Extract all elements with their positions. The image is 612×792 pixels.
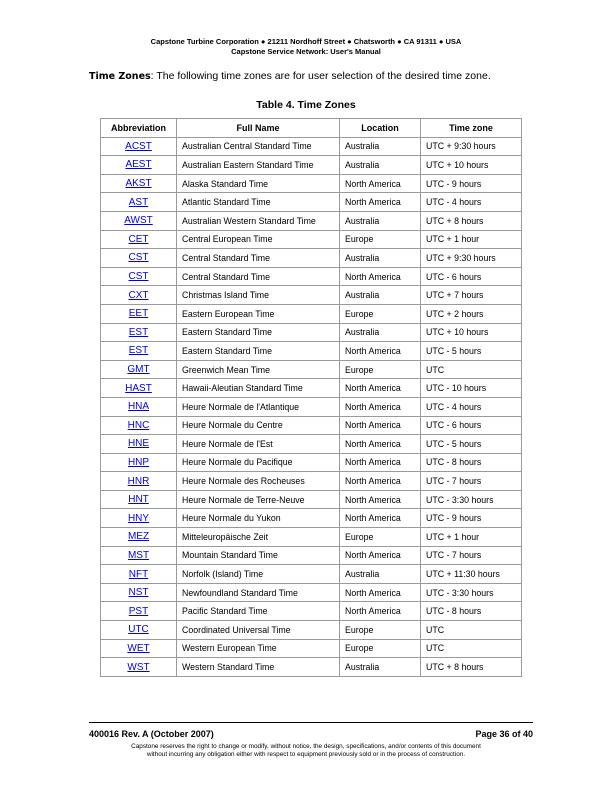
table-row <box>101 565 522 584</box>
column-header-location: Location <box>340 119 421 138</box>
cell-time-zone: UTC + 8 hours <box>421 658 522 677</box>
cell-location: North America <box>340 546 421 565</box>
cell-full-name: Heure Normale du Yukon <box>177 509 340 528</box>
cell-abbreviation <box>101 211 177 230</box>
cell-location: North America <box>340 490 421 509</box>
cell-abbreviation <box>101 472 177 491</box>
cell-time-zone: UTC - 8 hours <box>421 453 522 472</box>
footer-page-number: Page 36 of 40 <box>475 729 533 739</box>
column-header-time-zone: Time zone <box>421 119 522 138</box>
abbreviation-link[interactable]: CST <box>128 252 149 264</box>
cell-full-name: Heure Normale de l'Est <box>177 435 340 454</box>
table-row <box>101 379 522 398</box>
cell-time-zone: UTC - 9 hours <box>421 509 522 528</box>
abbreviation-link[interactable]: AEST <box>125 159 152 171</box>
cell-abbreviation <box>101 453 177 472</box>
cell-time-zone: UTC <box>421 639 522 658</box>
cell-abbreviation <box>101 528 177 547</box>
abbreviation-link[interactable]: HNP <box>127 456 150 468</box>
table-row <box>101 323 522 342</box>
cell-location: North America <box>340 397 421 416</box>
cell-location: North America <box>340 453 421 472</box>
cell-abbreviation <box>101 137 177 156</box>
cell-time-zone: UTC + 7 hours <box>421 286 522 305</box>
cell-time-zone: UTC + 1 hour <box>421 528 522 547</box>
cell-abbreviation <box>101 304 177 323</box>
cell-time-zone: UTC - 6 hours <box>421 416 522 435</box>
cell-time-zone: UTC - 7 hours <box>421 472 522 491</box>
abbreviation-link[interactable]: CST <box>128 271 149 283</box>
cell-time-zone: UTC + 8 hours <box>421 211 522 230</box>
page-header <box>0 37 612 57</box>
table-row <box>101 211 522 230</box>
table-row <box>101 416 522 435</box>
table-row <box>101 583 522 602</box>
cell-abbreviation <box>101 174 177 193</box>
cell-abbreviation <box>101 658 177 677</box>
abbreviation-link[interactable]: EET <box>128 308 149 320</box>
table-row <box>101 342 522 361</box>
abbreviation-link[interactable]: NST <box>128 587 149 599</box>
table-row <box>101 397 522 416</box>
abbreviation-link[interactable]: MST <box>127 549 150 561</box>
cell-abbreviation <box>101 230 177 249</box>
cell-location: North America <box>340 267 421 286</box>
abbreviation-link[interactable]: MEZ <box>127 531 150 543</box>
cell-abbreviation <box>101 416 177 435</box>
table-row <box>101 304 522 323</box>
table-row <box>101 435 522 454</box>
cell-abbreviation <box>101 249 177 268</box>
cell-location: Australia <box>340 565 421 584</box>
cell-time-zone: UTC - 5 hours <box>421 435 522 454</box>
table-row <box>101 267 522 286</box>
cell-location: North America <box>340 379 421 398</box>
cell-abbreviation <box>101 156 177 175</box>
abbreviation-link[interactable]: HNT <box>128 494 149 506</box>
abbreviation-link[interactable]: HNR <box>127 475 150 487</box>
table-row <box>101 602 522 621</box>
cell-time-zone: UTC - 10 hours <box>421 379 522 398</box>
cell-time-zone: UTC + 11:30 hours <box>421 565 522 584</box>
cell-full-name: Australian Central Standard Time <box>177 137 340 156</box>
abbreviation-link[interactable]: AKST <box>125 178 152 190</box>
abbreviation-link[interactable]: HAST <box>125 382 152 394</box>
cell-abbreviation <box>101 379 177 398</box>
table-header-row <box>101 119 522 138</box>
footer-disclaimer-line-2: without incurring any obligation either with respect to equipment previously sold or in the process of construction. <box>146 751 466 758</box>
table-body <box>101 137 522 676</box>
header-manual-title: Capstone Service Network: User's Manual <box>231 47 381 56</box>
cell-location: North America <box>340 193 421 212</box>
cell-full-name: Hawaii-Aleutian Standard Time <box>177 379 340 398</box>
footer-doc-id: 400016 Rev. A (October 2007) <box>89 729 214 739</box>
intro-text: : The following time zones are for user selection of the desired time zone. <box>150 70 491 82</box>
cell-full-name: Newfoundland Standard Time <box>177 583 340 602</box>
cell-time-zone: UTC <box>421 621 522 640</box>
table-row <box>101 639 522 658</box>
abbreviation-link[interactable]: CXT <box>128 289 149 301</box>
cell-abbreviation <box>101 621 177 640</box>
cell-full-name: Norfolk (Island) Time <box>177 565 340 584</box>
cell-time-zone: UTC + 9:30 hours <box>421 137 522 156</box>
abbreviation-link[interactable]: CET <box>128 233 149 245</box>
abbreviation-link[interactable]: GMT <box>127 364 150 376</box>
table-row <box>101 249 522 268</box>
cell-full-name: Greenwich Mean Time <box>177 360 340 379</box>
cell-full-name: Pacific Standard Time <box>177 602 340 621</box>
abbreviation-link[interactable]: WET <box>127 642 150 654</box>
cell-time-zone: UTC - 6 hours <box>421 267 522 286</box>
cell-abbreviation <box>101 323 177 342</box>
cell-full-name: Western Standard Time <box>177 658 340 677</box>
cell-time-zone: UTC - 8 hours <box>421 602 522 621</box>
cell-time-zone: UTC + 1 hour <box>421 230 522 249</box>
cell-full-name: Heure Normale des Rocheuses <box>177 472 340 491</box>
cell-location: Europe <box>340 639 421 658</box>
cell-full-name: Heure Normale du Pacifique <box>177 453 340 472</box>
cell-time-zone: UTC + 10 hours <box>421 156 522 175</box>
table-row <box>101 621 522 640</box>
cell-abbreviation <box>101 565 177 584</box>
cell-time-zone: UTC - 5 hours <box>421 342 522 361</box>
cell-abbreviation <box>101 342 177 361</box>
cell-location: Australia <box>340 323 421 342</box>
footer-disclaimer <box>0 743 612 759</box>
cell-abbreviation <box>101 639 177 658</box>
cell-location: North America <box>340 342 421 361</box>
cell-full-name: Western European Time <box>177 639 340 658</box>
cell-full-name: Mountain Standard Time <box>177 546 340 565</box>
cell-location: Europe <box>340 621 421 640</box>
abbreviation-link[interactable]: HNE <box>127 438 150 450</box>
cell-full-name: Central Standard Time <box>177 267 340 286</box>
cell-location: North America <box>340 583 421 602</box>
abbreviation-link[interactable]: PST <box>128 605 149 617</box>
abbreviation-link[interactable]: AWST <box>124 215 153 227</box>
cell-full-name: Alaska Standard Time <box>177 174 340 193</box>
abbreviation-link[interactable]: EST <box>128 345 149 357</box>
cell-full-name: Central European Time <box>177 230 340 249</box>
cell-location: Europe <box>340 360 421 379</box>
cell-full-name: Australian Eastern Standard Time <box>177 156 340 175</box>
table-row <box>101 156 522 175</box>
table-row <box>101 137 522 156</box>
cell-location: Australia <box>340 156 421 175</box>
intro-paragraph <box>89 70 529 82</box>
cell-full-name: Eastern Standard Time <box>177 323 340 342</box>
abbreviation-link[interactable]: AST <box>128 196 149 208</box>
cell-full-name: Central Standard Time <box>177 249 340 268</box>
table-row <box>101 509 522 528</box>
cell-location: Europe <box>340 230 421 249</box>
cell-location: Europe <box>340 304 421 323</box>
cell-full-name: Eastern Standard Time <box>177 342 340 361</box>
table-row <box>101 453 522 472</box>
cell-location: Australia <box>340 249 421 268</box>
cell-abbreviation <box>101 490 177 509</box>
cell-abbreviation <box>101 193 177 212</box>
cell-time-zone: UTC - 4 hours <box>421 193 522 212</box>
abbreviation-link[interactable]: EST <box>128 326 149 338</box>
cell-location: North America <box>340 509 421 528</box>
table-row <box>101 360 522 379</box>
abbreviation-link[interactable]: UTC <box>128 624 149 636</box>
abbreviation-link[interactable]: WST <box>127 661 150 673</box>
cell-time-zone: UTC - 3:30 hours <box>421 490 522 509</box>
cell-time-zone: UTC <box>421 360 522 379</box>
cell-location: North America <box>340 174 421 193</box>
cell-abbreviation <box>101 397 177 416</box>
table-title: Table 4. Time Zones <box>256 99 356 111</box>
time-zones-table <box>100 118 522 677</box>
cell-abbreviation <box>101 546 177 565</box>
cell-full-name: Christmas Island Time <box>177 286 340 305</box>
footer-divider <box>89 722 533 723</box>
cell-abbreviation <box>101 360 177 379</box>
cell-location: North America <box>340 416 421 435</box>
table-row <box>101 490 522 509</box>
cell-full-name: Eastern European Time <box>177 304 340 323</box>
intro-term: Time Zones <box>89 71 151 82</box>
table-row <box>101 658 522 677</box>
cell-time-zone: UTC + 10 hours <box>421 323 522 342</box>
cell-location: North America <box>340 472 421 491</box>
cell-abbreviation <box>101 602 177 621</box>
table-row <box>101 286 522 305</box>
cell-time-zone: UTC - 7 hours <box>421 546 522 565</box>
abbreviation-link[interactable]: NFT <box>128 568 149 580</box>
table-row <box>101 546 522 565</box>
cell-time-zone: UTC - 9 hours <box>421 174 522 193</box>
abbreviation-link[interactable]: ACST <box>125 140 152 152</box>
cell-full-name: Atlantic Standard Time <box>177 193 340 212</box>
abbreviation-link[interactable]: HNA <box>127 401 150 413</box>
cell-time-zone: UTC - 4 hours <box>421 397 522 416</box>
footer-disclaimer-line-1: Capstone reserves the right to change or modify, without notice, the design, specifications, and/or contents of this document <box>131 743 481 750</box>
cell-full-name: Heure Normale de Terre-Neuve <box>177 490 340 509</box>
cell-abbreviation <box>101 435 177 454</box>
column-header-full-name: Full Name <box>177 119 340 138</box>
cell-location: Europe <box>340 528 421 547</box>
cell-location: Australia <box>340 658 421 677</box>
cell-full-name: Mitteleuropäische Zeit <box>177 528 340 547</box>
table-row <box>101 528 522 547</box>
table-row <box>101 174 522 193</box>
cell-full-name: Coordinated Universal Time <box>177 621 340 640</box>
cell-location: Australia <box>340 286 421 305</box>
cell-location: Australia <box>340 137 421 156</box>
cell-full-name: Heure Normale de l'Atlantique <box>177 397 340 416</box>
cell-full-name: Australian Western Standard Time <box>177 211 340 230</box>
table-row <box>101 472 522 491</box>
column-header-abbreviation: Abbreviation <box>101 119 177 138</box>
cell-time-zone: UTC + 2 hours <box>421 304 522 323</box>
cell-time-zone: UTC - 3:30 hours <box>421 583 522 602</box>
cell-abbreviation <box>101 286 177 305</box>
cell-abbreviation <box>101 267 177 286</box>
abbreviation-link[interactable]: HNC <box>127 419 150 431</box>
cell-full-name: Heure Normale du Centre <box>177 416 340 435</box>
cell-location: Australia <box>340 211 421 230</box>
header-company-line: Capstone Turbine Corporation ● 21211 Nordhoff Street ● Chatsworth ● CA 91311 ● USA <box>150 37 462 46</box>
abbreviation-link[interactable]: HNY <box>127 512 150 524</box>
cell-abbreviation <box>101 509 177 528</box>
table-row <box>101 193 522 212</box>
cell-abbreviation <box>101 583 177 602</box>
table-row <box>101 230 522 249</box>
cell-location: North America <box>340 435 421 454</box>
cell-time-zone: UTC + 9:30 hours <box>421 249 522 268</box>
cell-location: North America <box>340 602 421 621</box>
